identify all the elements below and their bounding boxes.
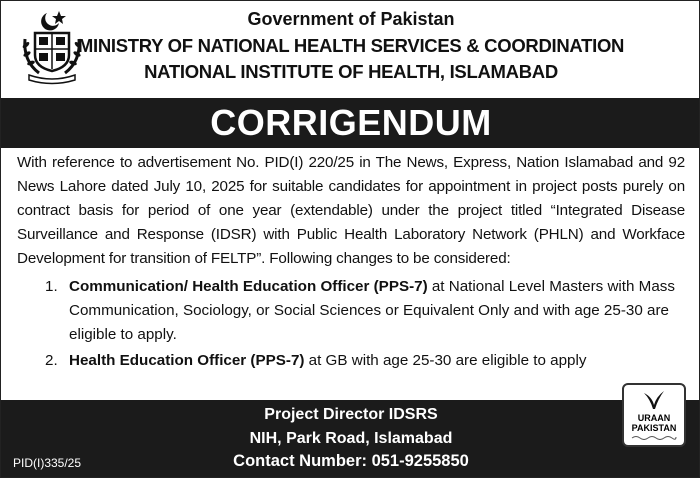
logo-line1: URAAN bbox=[637, 413, 671, 423]
logo-line2: PAKISTAN bbox=[631, 423, 677, 433]
list-item bbox=[17, 275, 685, 347]
government-title: Government of Pakistan bbox=[247, 9, 455, 29]
bird-icon bbox=[642, 389, 666, 411]
uraan-pakistan-logo-icon bbox=[622, 383, 686, 447]
item-text: at National Level Masters with Mass Communication, Sociology, or Social Sciences or Equivalent Only and with age 25-30 are eligible to apply. bbox=[69, 278, 675, 343]
changes-list bbox=[17, 275, 685, 373]
ministry-title: MINISTRY OF NATIONAL HEALTH SERVICES & COORDINATION bbox=[77, 35, 625, 56]
item-number: 1. bbox=[45, 278, 58, 295]
corrigendum-banner bbox=[1, 98, 700, 148]
footer bbox=[1, 400, 700, 478]
banner-title: CORRIGENDUM bbox=[210, 102, 492, 143]
item-text: at GB with age 25-30 are eligible to apply bbox=[304, 352, 587, 369]
contact-number: Contact Number: 051-9255850 bbox=[233, 452, 469, 470]
address: NIH, Park Road, Islamabad bbox=[249, 430, 453, 447]
item-title: Health Education Officer (PPS-7) bbox=[69, 352, 305, 369]
reference-number: PID(I)335/25 bbox=[13, 456, 82, 470]
intro-paragraph: With reference to advertisement No. PID(I) 220/25 in The News, Express, Nation Islamabad and 92 News Lahore dated July 10, 2025 for suitable candidates for appointment in project posts purely on contract basis for period of one year (extendable) under the project titled “Integrated Disease Surveillance and Response (IDSR) with Public Health Laboratory Network (PHLN) and Workface Development for transition of FELTP”. Following changes to be considered: bbox=[17, 154, 685, 267]
item-number: 2. bbox=[45, 352, 58, 369]
list-item bbox=[17, 349, 685, 373]
institute-title: NATIONAL INSTITUTE OF HEALTH, ISLAMABAD bbox=[144, 61, 558, 82]
item-title: Communication/ Health Education Officer (PPS-7) bbox=[69, 278, 428, 295]
logo-script-decoration bbox=[630, 434, 678, 440]
notice-body bbox=[17, 151, 685, 375]
header bbox=[1, 1, 700, 96]
project-director: Project Director IDSRS bbox=[264, 406, 438, 423]
